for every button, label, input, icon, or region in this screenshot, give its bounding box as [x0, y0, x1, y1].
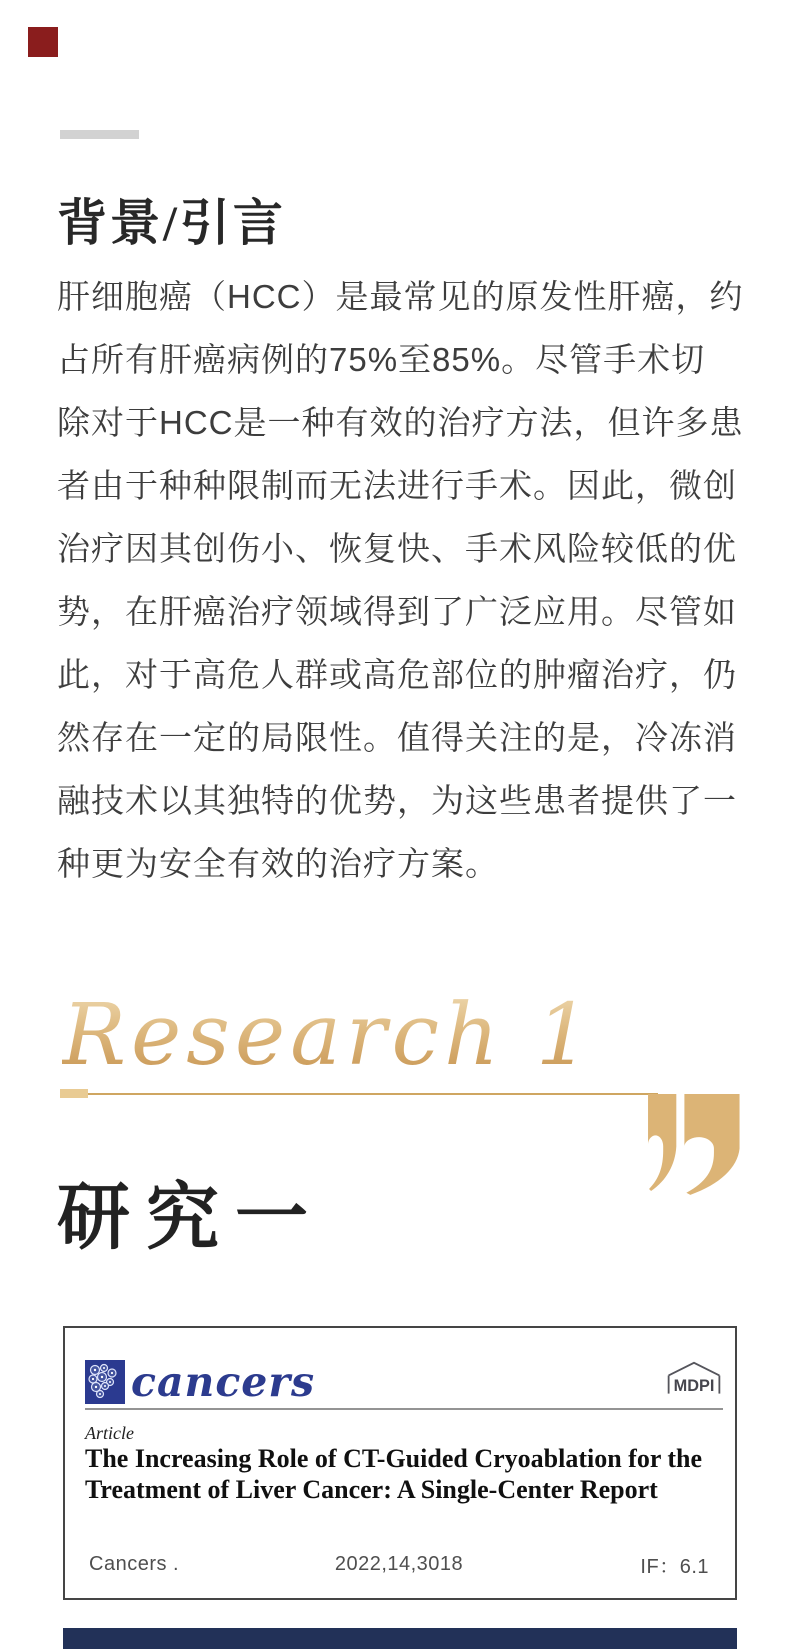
intro-section-title: 背景/引言	[57, 194, 286, 251]
paragraph-line: 肝细胞癌（HCC）是最常见的原发性肝癌，约	[57, 278, 744, 315]
paragraph-line: 此，对于高危人群或高危部位的肿瘤治疗，仍	[57, 656, 737, 693]
section-label-bar	[60, 130, 139, 139]
corner-accent-square	[28, 27, 58, 57]
paragraph-line: 融技术以其独特的优势，为这些患者提供了一	[57, 782, 737, 819]
mdpi-logo-icon	[665, 1358, 723, 1407]
impact-factor: IF：6.1	[640, 1556, 709, 1578]
gold-divider-line	[60, 1093, 658, 1095]
mdpi-logo-text: MDPI	[673, 1376, 715, 1395]
paragraph-line: 然存在一定的局限性。值得关注的是，冷冻消	[57, 719, 737, 756]
paragraph-line: 除对于HCC是一种有效的治疗方法，但许多患	[57, 404, 744, 441]
gold-divider-cap	[60, 1089, 88, 1098]
paragraph-line: 势，在肝癌治疗领域得到了广泛应用。尽管如	[57, 593, 737, 630]
paragraph-line: 治疗因其创伤小、恢复快、手术风险较低的优	[57, 530, 737, 567]
article-type-label: Article	[85, 1423, 134, 1443]
paragraph-line: 占所有肝癌病例的75%至85%。尽管手术切	[57, 341, 706, 378]
journal-name: Cancers .	[89, 1553, 180, 1575]
paragraph-line: 者由于种种限制而无法进行手术。因此，微创	[57, 467, 737, 504]
journal-logo-text: cancers	[131, 1358, 316, 1406]
research-section-title: 研究一	[57, 1176, 324, 1258]
closing-quote-icon	[648, 1094, 741, 1200]
paper-meta-row	[89, 1550, 709, 1579]
journal-paper-card	[63, 1326, 737, 1600]
paper-title	[85, 1443, 705, 1505]
cancers-logo-icon	[85, 1360, 125, 1404]
citation: 2022,14,3018	[334, 1553, 464, 1575]
paper-title-line: The Increasing Role of CT-Guided Cryoablation for the	[85, 1444, 703, 1473]
intro-paragraph	[57, 265, 747, 895]
research-script-label: Research 1	[62, 986, 595, 1085]
paper-title-line: Treatment of Liver Cancer: A Single-Center Report	[85, 1475, 658, 1504]
paragraph-line: 种更为安全有效的治疗方案。	[57, 845, 499, 882]
bottom-accent-bar	[63, 1628, 737, 1649]
card-divider-rule	[85, 1408, 723, 1410]
